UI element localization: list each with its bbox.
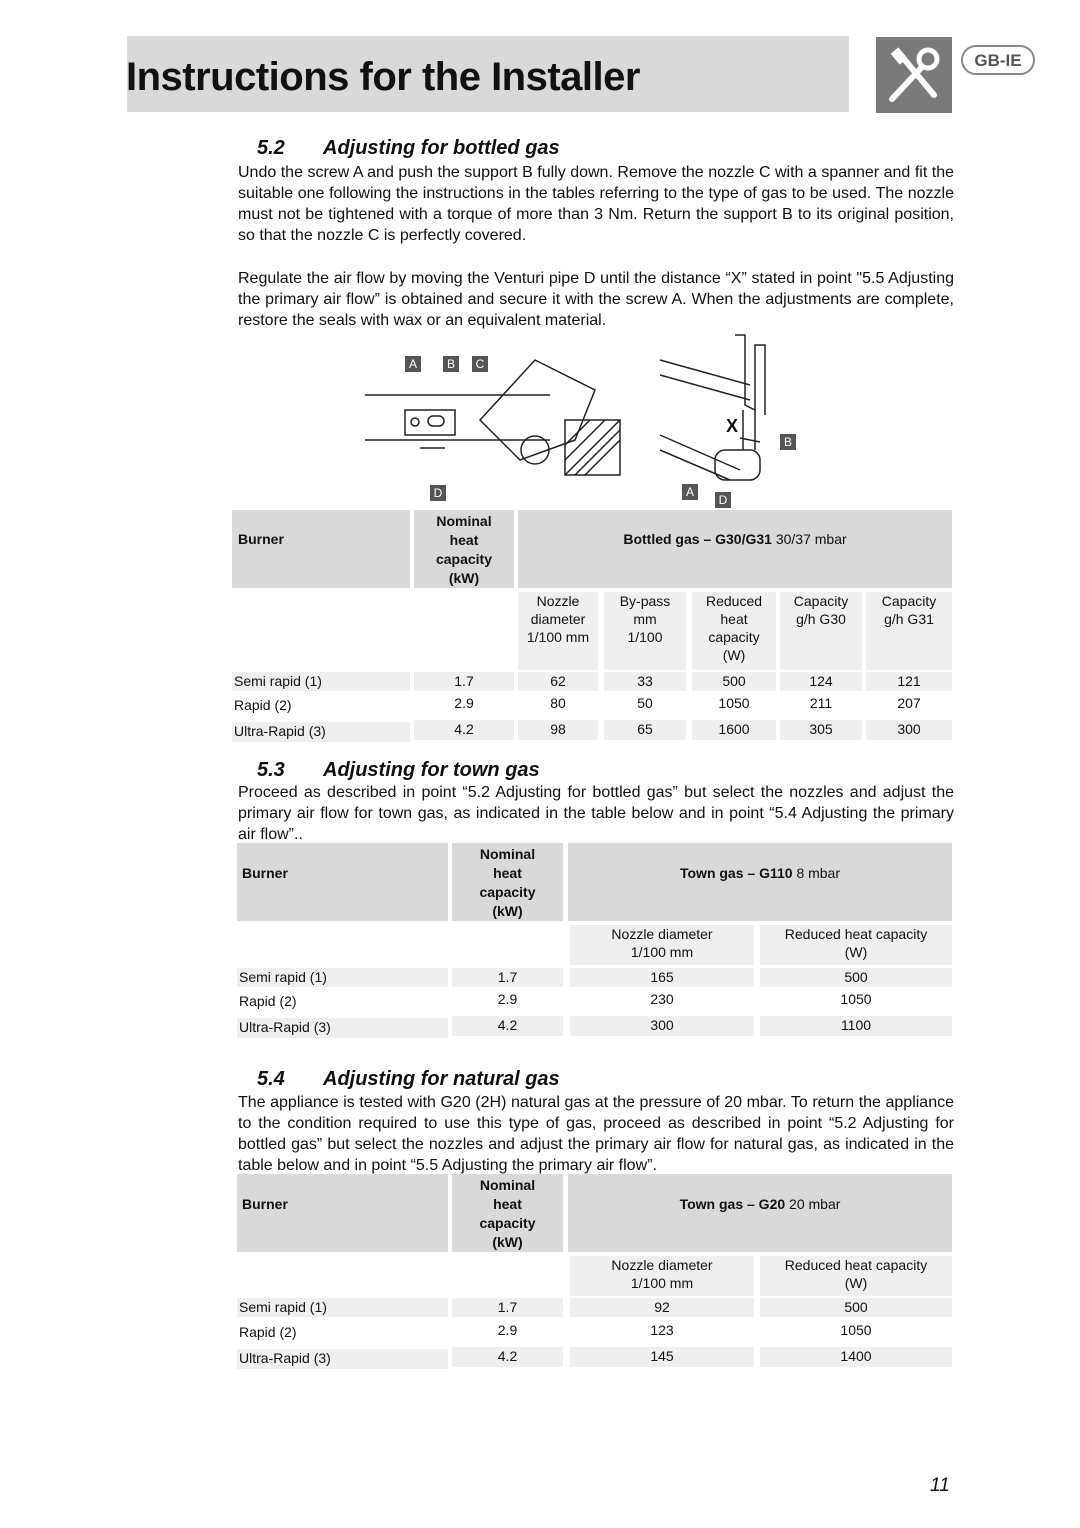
paragraph: Proceed as described in point “5.2 Adjusting for bottled gas” but select the nozzles and adjust the primary air flow for town gas, as indicated in the table below and in point “5.4 Adjusting the primary air flow”..: [238, 784, 954, 843]
label-a: A: [405, 356, 421, 372]
col-header: Nozzle diameter 1/100 mm: [518, 592, 598, 670]
label-b: B: [443, 356, 459, 372]
header-burner: Burner: [238, 531, 284, 547]
header-nominal-heat-capacity: Nominal heat capacity (kW): [479, 1177, 536, 1250]
section-heading-5-2: [257, 137, 560, 160]
section-heading-5-3: [257, 759, 540, 782]
col-header: Nozzle diameter 1/100 mm: [570, 925, 754, 965]
section-title: Adjusting for bottled gas: [323, 137, 560, 159]
col-header: Reduced heat capacity (W): [692, 592, 776, 670]
section-heading-5-4: [257, 1068, 560, 1091]
section-number: 5.3: [257, 759, 285, 781]
label-d: D: [430, 485, 446, 501]
section-number: 5.2: [257, 137, 285, 159]
header-burner: Burner: [242, 865, 288, 881]
col-header: Nozzle diameter 1/100 mm: [570, 1256, 754, 1296]
page-number: 11: [930, 1475, 950, 1496]
paragraph: Regulate the air flow by moving the Venturi pipe D until the distance “X” stated in point "5.5 Adjusting the primary air flow” is obtained and secure it with the screw A. When the adjustments are complete, restore the seals with wax or an equivalent material.: [238, 270, 954, 329]
header-gas-type: Bottled gas – G30/G31 30/37 mbar: [623, 531, 847, 547]
col-header: Reduced heat capacity (W): [760, 925, 952, 965]
label-d-right: D: [715, 492, 731, 508]
col-header: Capacity g/h G30: [780, 592, 862, 670]
paragraph-text: The appliance is tested with G20 (2H) natural gas at the pressure of 20 mbar. To return the appliance to the condition required to use this type of gas, proceed as described in point “5.2 Adjusting for bottled gas” but select the nozzles and adjust the primary air flow for natural gas, as indicated in the table below and in point “5.5 Adjusting the primary air flow”.: [238, 1094, 954, 1174]
label-a-right: A: [682, 484, 698, 500]
label-c: C: [472, 356, 488, 372]
region-badge: GB-IE: [961, 45, 1035, 75]
paragraph: [238, 1092, 954, 1176]
col-header: By-pass mm 1/100: [604, 592, 686, 670]
col-header: Capacity g/h G31: [866, 592, 952, 670]
header-gas-type: Town gas – G110 8 mbar: [679, 865, 841, 881]
header-nominal-heat-capacity: Nominal heat capacity (kW): [479, 846, 536, 919]
section-number: 5.4: [257, 1068, 285, 1090]
header-burner: Burner: [242, 1196, 288, 1212]
burner-diagram: [360, 330, 800, 510]
tools-icon: [876, 37, 952, 113]
paragraph: Undo the screw A and push the support B fully down. Remove the nozzle C with a spanner and fit the suitable one following the instructions in the tables referring to the type of gas to be used. The nozzle must not be tightened with a torque of more than 3 Nm. Return the support B to its original position, so that the nozzle C is perfectly covered.: [238, 164, 954, 244]
label-b-right: B: [780, 434, 796, 450]
col-header: Reduced heat capacity (W): [760, 1256, 952, 1296]
section-title: Adjusting for natural gas: [323, 1068, 560, 1090]
label-x: X: [726, 416, 739, 436]
page-title: Instructions for the Installer: [126, 55, 640, 99]
header-nominal-heat-capacity: Nominal heat capacity (kW): [435, 513, 493, 586]
section-title: Adjusting for town gas: [323, 759, 540, 781]
header-gas-type: Town gas – G20 20 mbar: [679, 1196, 841, 1212]
